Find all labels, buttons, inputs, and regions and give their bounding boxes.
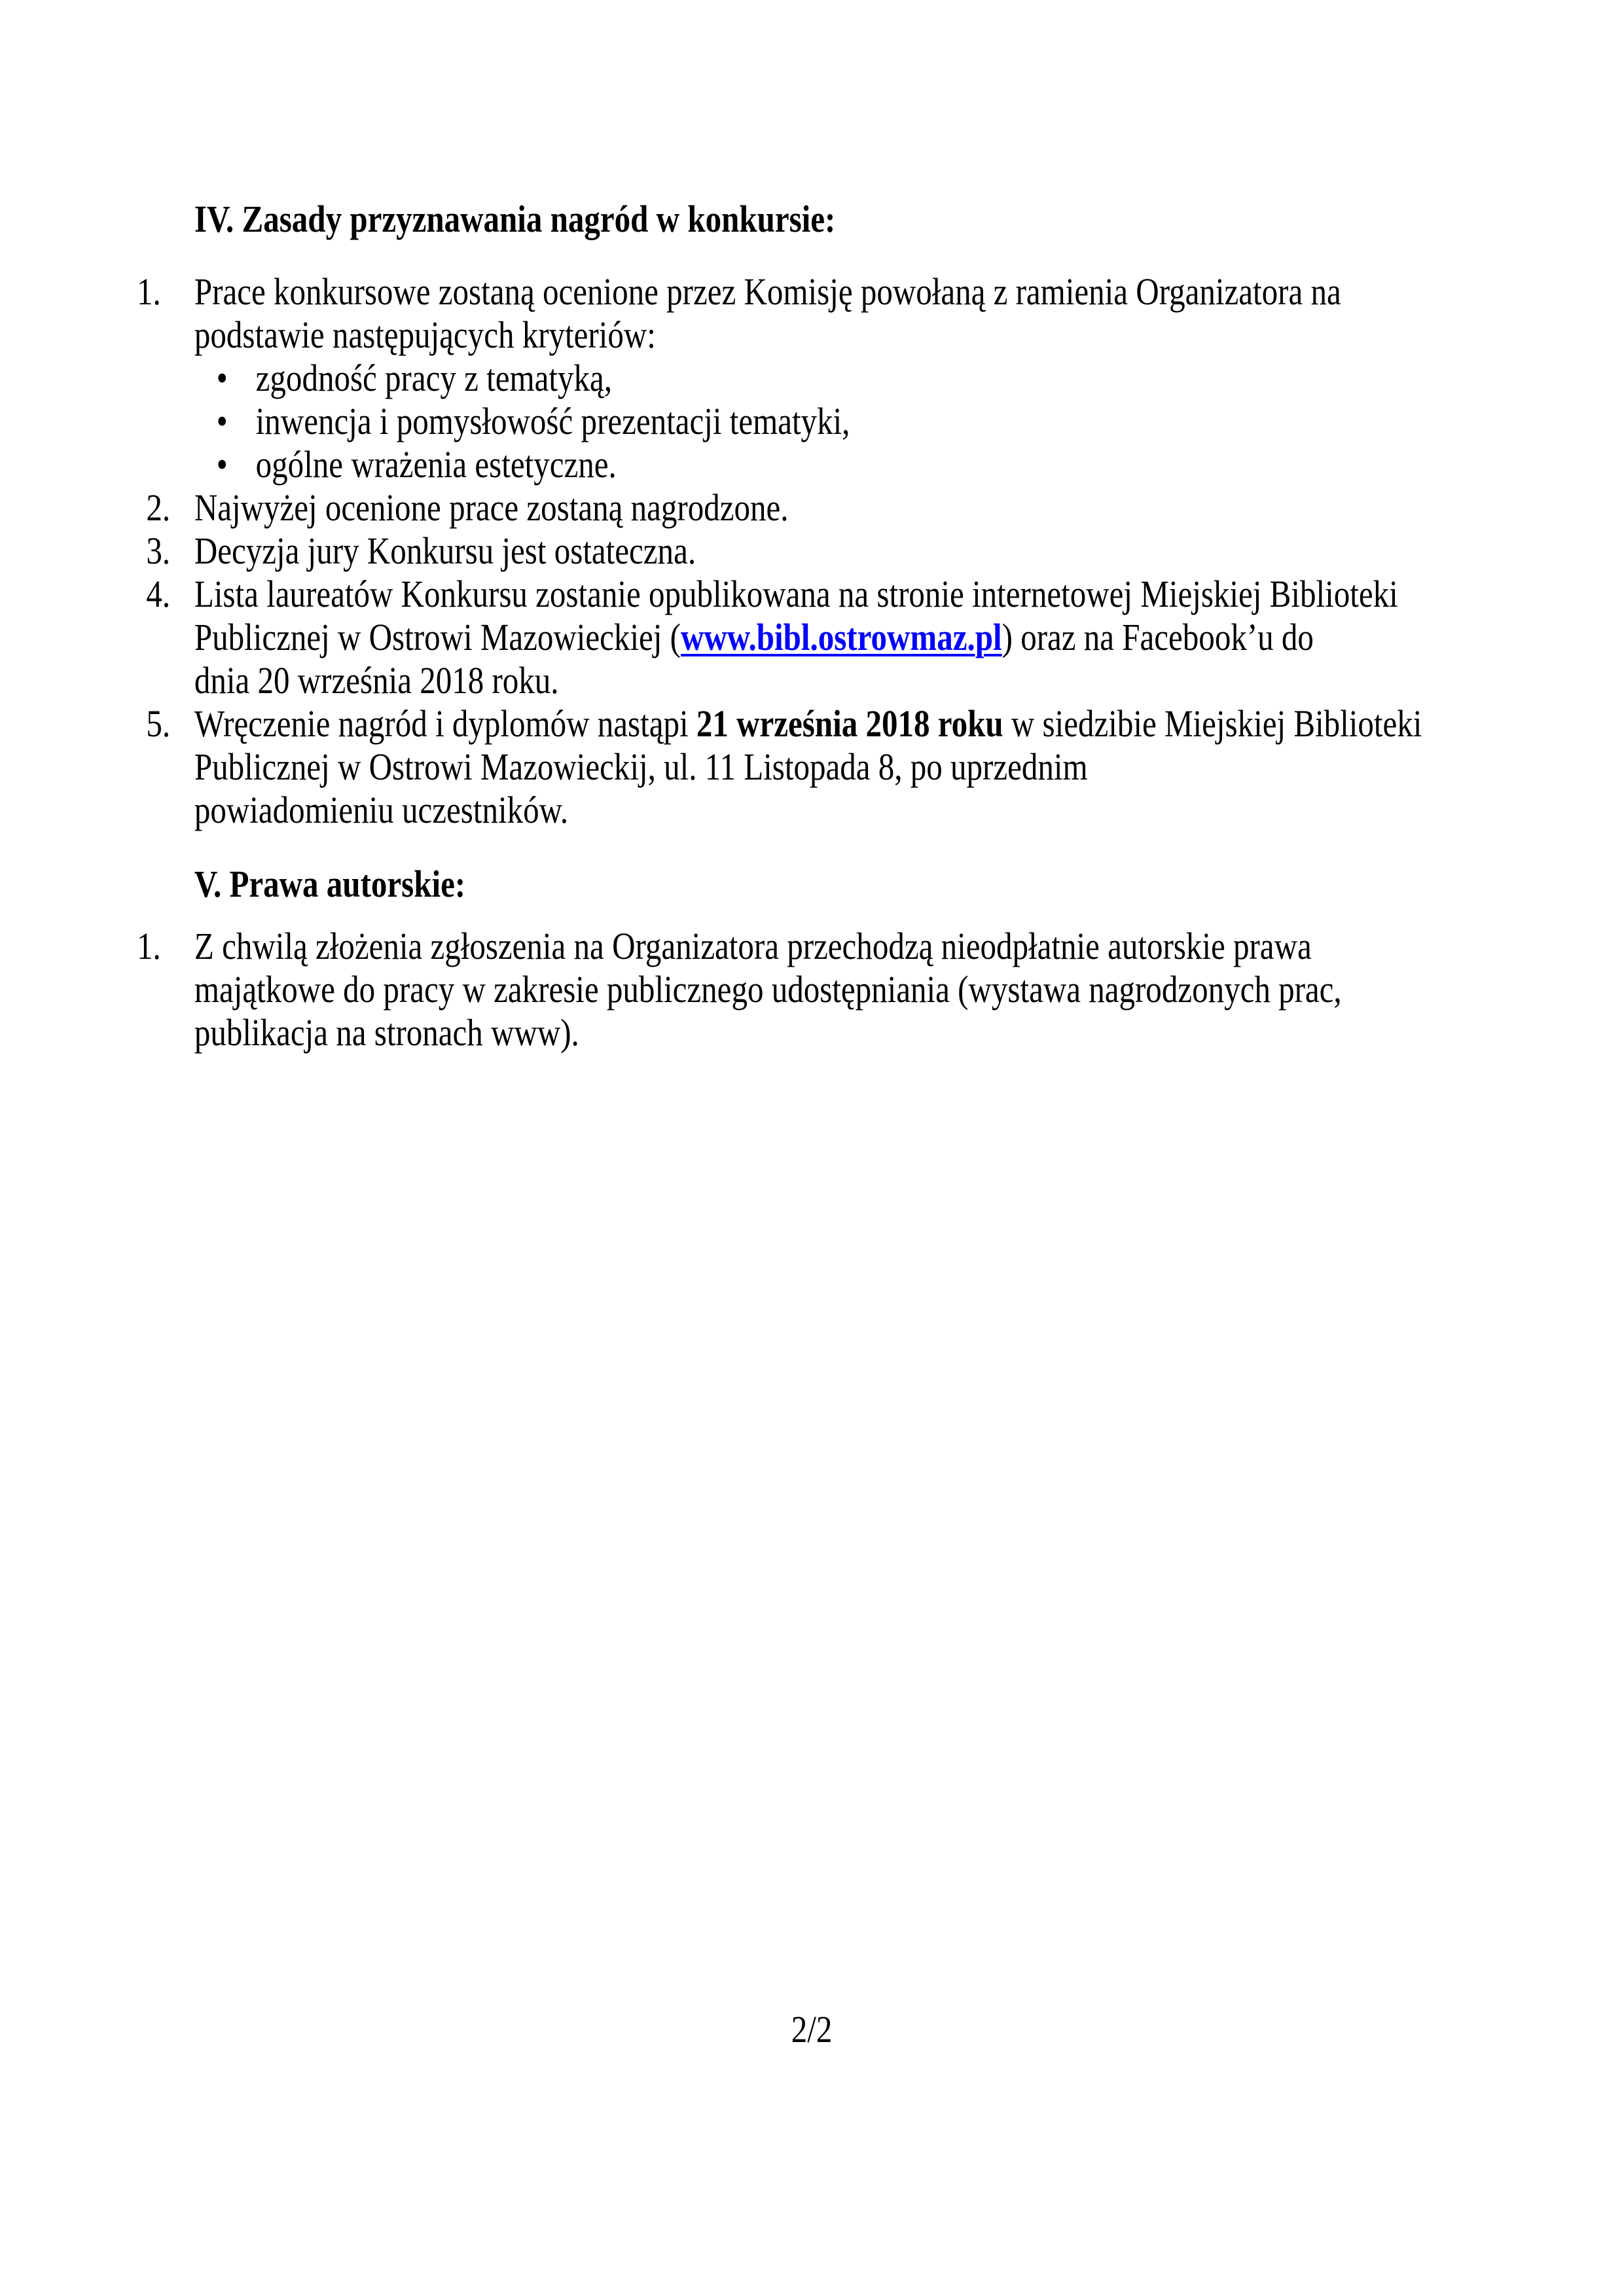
list-item-number: 2. [146,486,171,529]
list-item-text: Prace konkursowe zostaną ocenione przez Komisję powołaną z ramienia Organizatora na podstawie następujących kryteriów: [194,270,1341,356]
list-item-number: 5. [146,702,171,745]
section-iv-heading: IV. Zasady przyznawania nagród w konkursie: [194,198,836,240]
bullet-item [194,400,1449,443]
bullet-icon: • [216,400,228,442]
text-segment: powiadomieniu uczestników. [194,789,569,831]
document-content [137,198,1449,1054]
list-item-body [194,270,1449,486]
text-segment: Wręczenie nagród i dyplomów nastąpi [194,702,696,745]
list-item [137,270,1449,486]
list-item-text [194,702,1449,832]
list-item-text: Najwyżej ocenione prace zostaną nagrodzone. [194,486,789,529]
list-item-number: 1. [137,925,161,967]
page-footer [0,2008,1624,2051]
bullet-text: inwencja i pomysłowość prezentacji tematyki, [255,400,850,442]
bullet-icon: • [216,443,228,486]
text-segment: Lista laureatów Konkursu zostanie opublikowana na stronie internetowej Miejskiej Biblioteki Publicznej w Ostrowi Mazowieckiej ( [194,573,1398,658]
list-item [137,925,1449,1054]
list-item-text [194,573,1449,702]
list-item [137,486,1449,529]
list-item-number: 4. [146,573,171,615]
library-website-link[interactable]: www.bibl.ostrowmaz.pl [681,616,1002,658]
bullet-list [194,357,1449,486]
list-item-number: 3. [146,529,171,572]
text-segment: dnia 20 września 2018 roku. [194,659,559,702]
bullet-text: zgodność pracy z tematyką, [255,357,613,399]
bullet-item [194,357,1449,400]
list-item-text: Z chwilą złożenia zgłoszenia na Organizatora przechodzą nieodpłatnie autorskie prawa majątkowe do pracy w zakresie publicznego udostępniania (wystawa nagrodzonych prac, publikacja na stronach www). [194,925,1342,1054]
list-item-number: 1. [137,270,161,313]
text-segment: w siedzibie Miejskiej Biblioteki Publicznej w Ostrowi Mazowieckij, ul. 11 Listopada 8, po uprzednim [194,702,1422,788]
list-item-text: Decyzja jury Konkursu jest ostateczna. [194,529,696,572]
bullet-text: ogólne wrażenia estetyczne. [255,443,617,486]
text-segment: ) oraz na Facebook’u do [1001,616,1314,658]
list-item [137,573,1449,702]
bullet-icon: • [216,357,228,399]
list-item [137,702,1449,832]
page-number: 2/2 [791,2008,833,2051]
bold-date: 21 września 2018 roku [696,702,1003,745]
list-item [137,529,1449,573]
bullet-item [194,443,1449,486]
section-v-heading: V. Prawa autorskie: [194,863,466,905]
